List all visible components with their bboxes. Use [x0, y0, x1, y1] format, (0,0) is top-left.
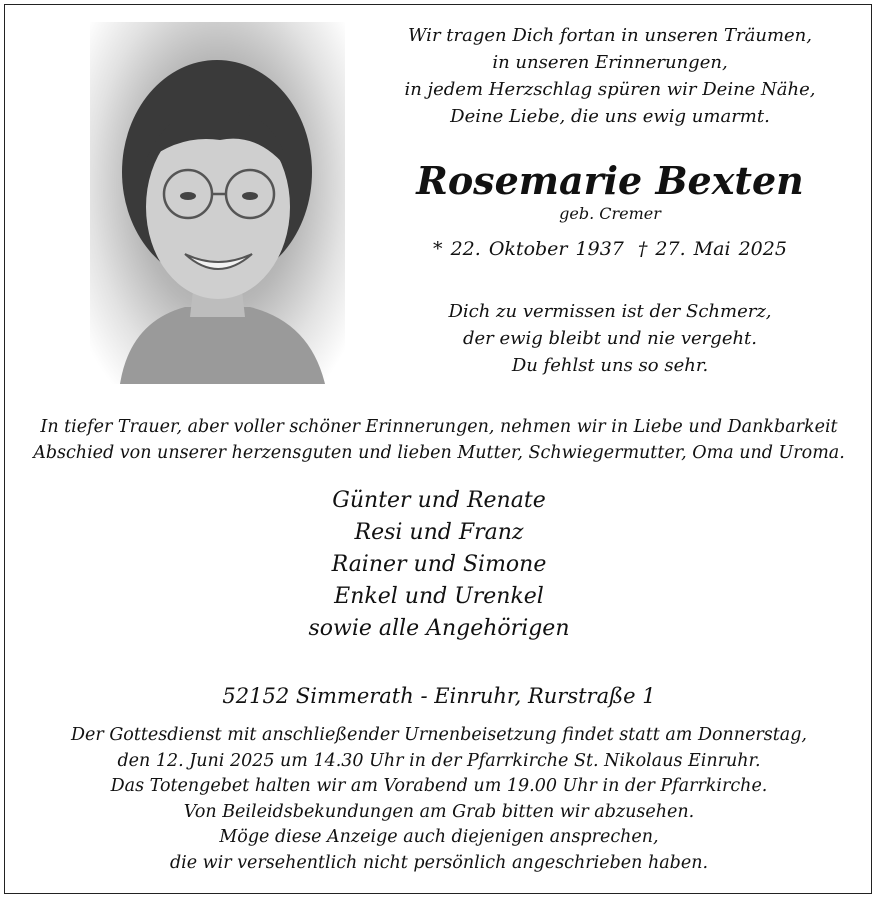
life-dates [400, 236, 820, 262]
service-line: Von Beileidsbekundungen am Grab bitten wir abzusehen. [183, 801, 695, 822]
service-line: Möge diese Anzeige auch diejenigen ansprechen, [219, 827, 659, 847]
family-address: 52152 Simmerath - Einruhr, Rurstraße 1 [222, 684, 656, 708]
family-member: Rainer und Simone [331, 552, 547, 577]
poem-top-line: Wir tragen Dich fortan in unseren Träumen, [408, 25, 812, 46]
poem-bottom [400, 298, 820, 379]
maiden-name: geb. Cremer [559, 204, 661, 223]
service-line: Das Totengebet halten wir am Vorabend um 19.00 Uhr in der Pfarrkirche. [110, 776, 768, 796]
family-member: sowie alle Angehörigen [308, 616, 570, 641]
intro-line: Abschied von unserer herzensguten und lieben Mutter, Schwiegermutter, Oma und Uroma. [33, 443, 845, 463]
service-line: den 12. Juni 2025 um 14.30 Uhr in der Pfarrkirche St. Nikolaus Einruhr. [117, 750, 761, 771]
family-member: Günter und Renate [332, 488, 546, 513]
poem-top-line: in jedem Herzschlag spüren wir Deine Nähe, [404, 79, 816, 100]
service-line: Der Gottesdienst mit anschließender Urnenbeisetzung findet statt am Donnerstag, [71, 725, 807, 745]
poem-top-line: in unseren Erinnerungen, [492, 52, 728, 73]
poem-top-line: Deine Liebe, die uns ewig umarmt. [450, 106, 770, 127]
mourning-intro [20, 414, 858, 466]
portrait-illustration [90, 22, 345, 384]
family-member: Enkel und Urenkel [334, 584, 544, 609]
poem-top [400, 22, 820, 130]
portrait-photo [90, 22, 345, 384]
poem-bottom-line: Dich zu vermissen ist der Schmerz, [448, 301, 772, 322]
intro-line: In tiefer Trauer, aber voller schöner Erinnerungen, nehmen wir in Liebe und Dankbarkeit [40, 417, 838, 437]
family-member: Resi und Franz [354, 520, 524, 545]
poem-bottom-line: der ewig bleibt und nie vergeht. [462, 328, 758, 349]
service-line: die wir versehentlich nicht persönlich angeschrieben haben. [169, 852, 709, 873]
poem-bottom-line: Du fehlst uns so sehr. [511, 355, 709, 376]
family-list [200, 485, 678, 645]
service-info [30, 723, 848, 876]
death-date: † 27. Mai 2025 [637, 238, 787, 260]
birth-date: * 22. Oktober 1937 [433, 238, 624, 260]
deceased-name: Rosemarie Bexten [416, 158, 804, 203]
